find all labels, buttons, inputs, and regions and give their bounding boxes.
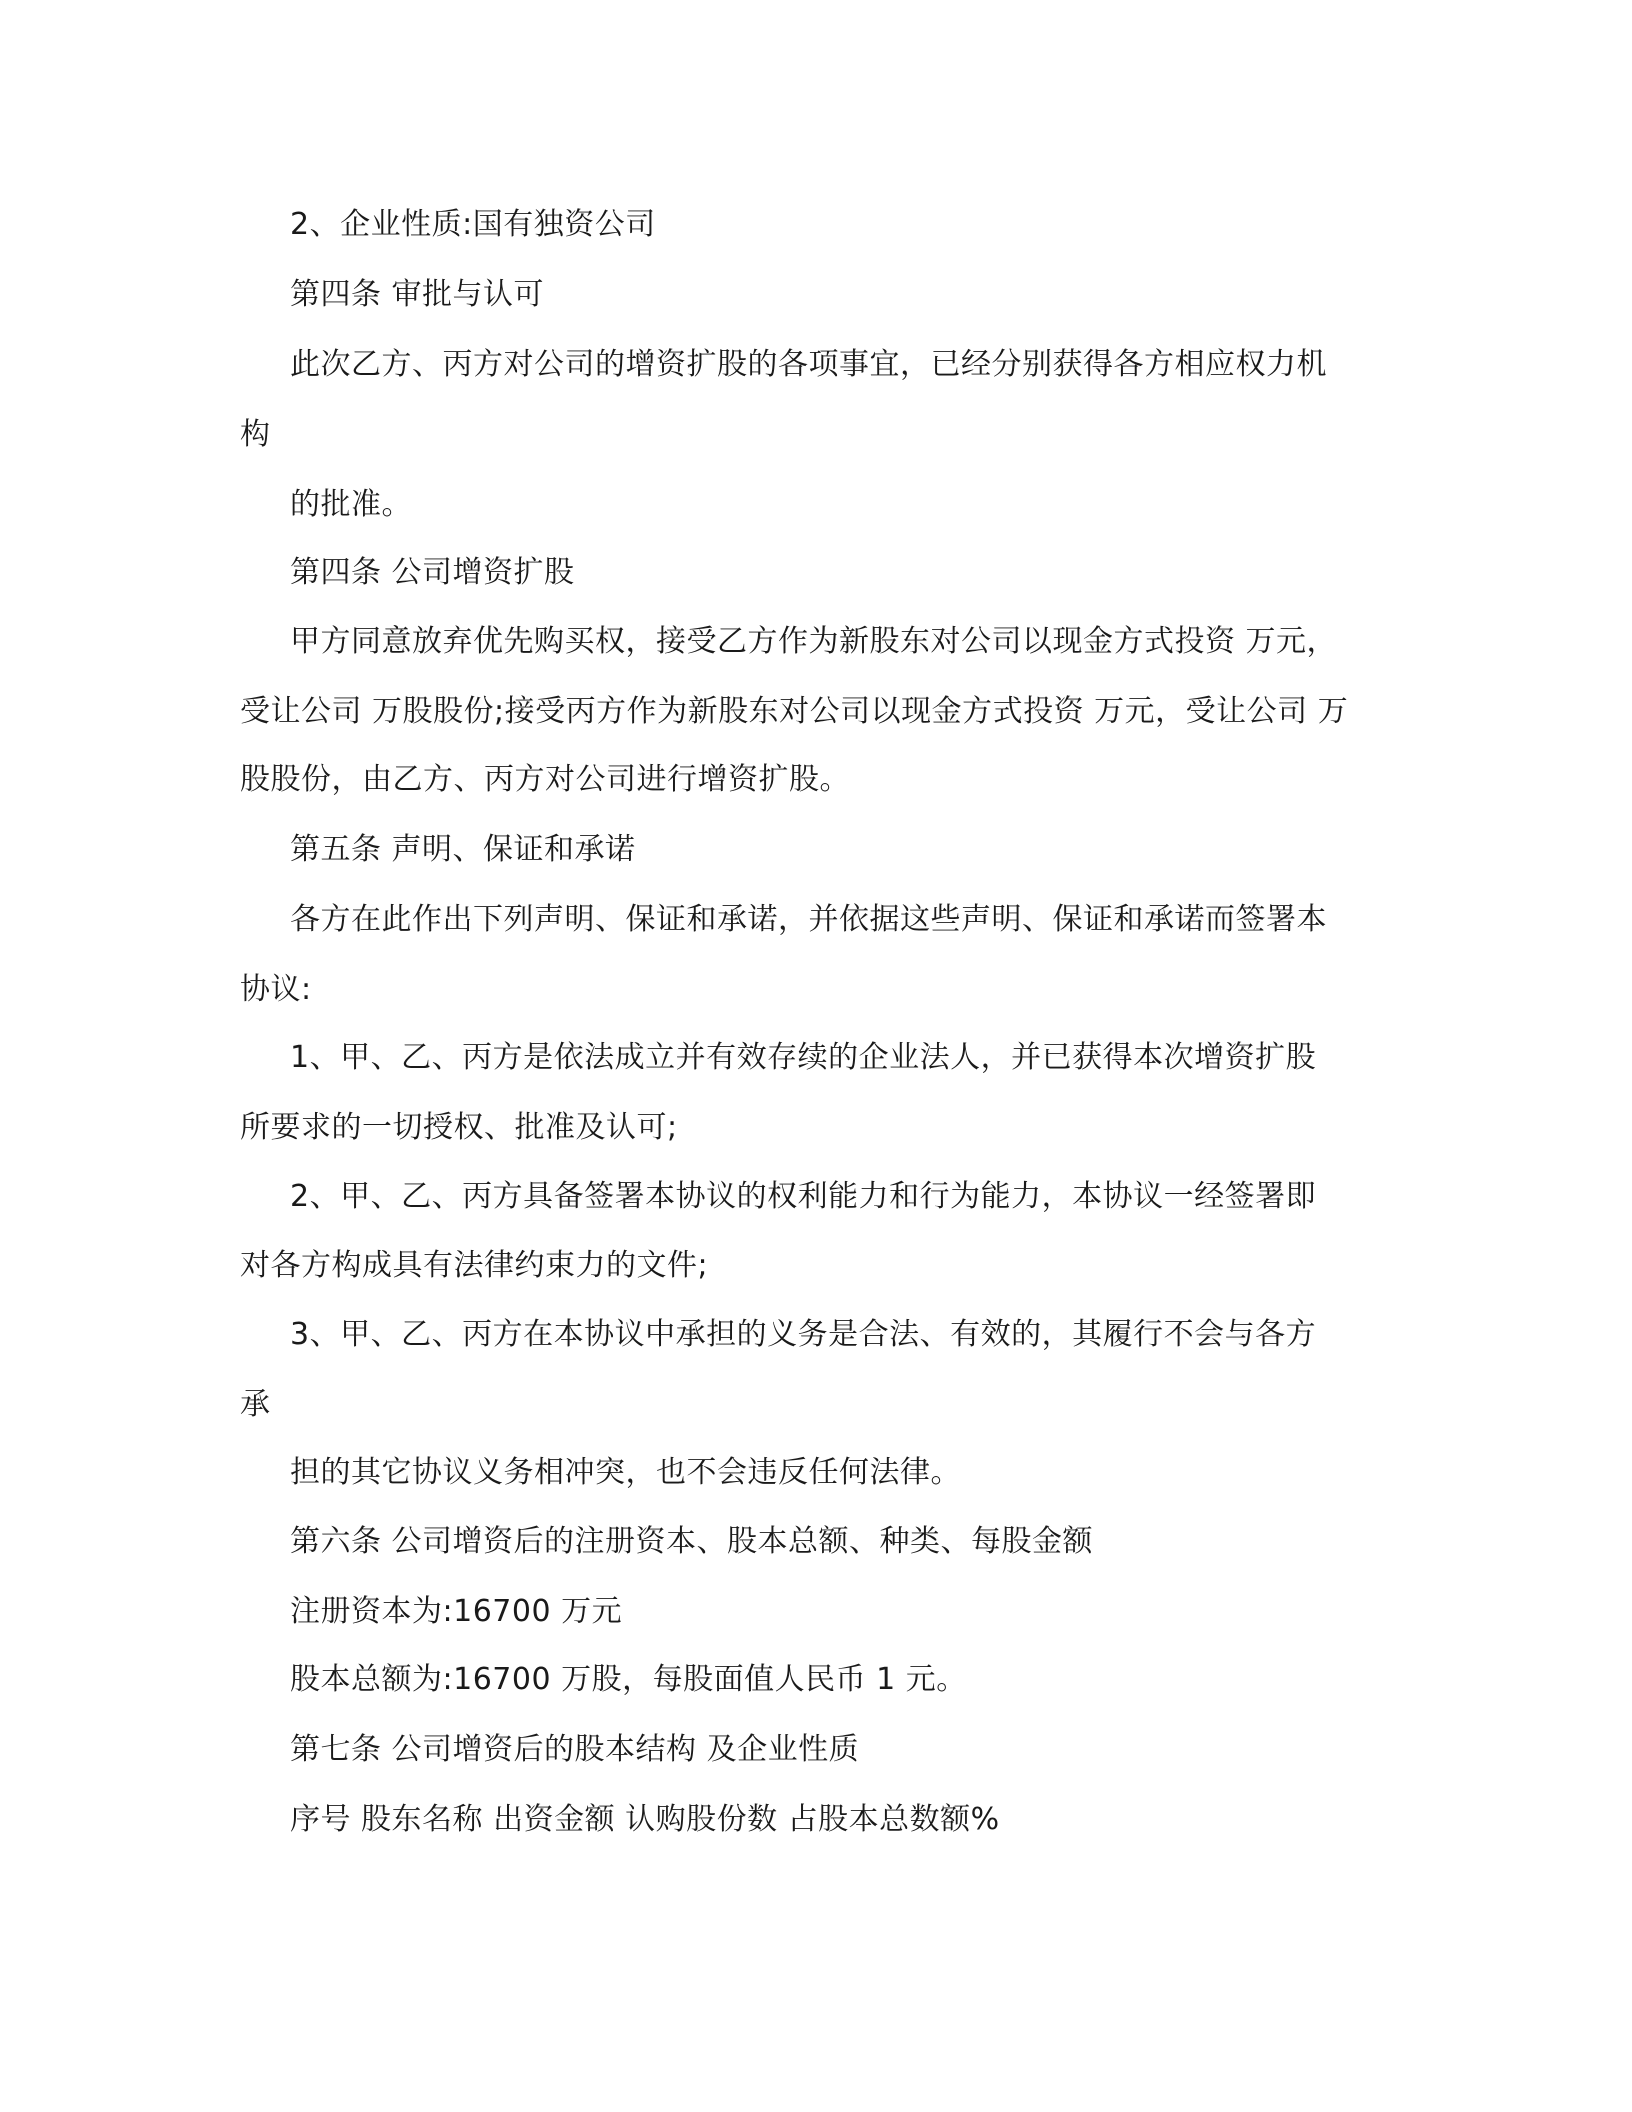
list-item-line: 3、甲、乙、丙方在本协议中承担的义务是合法、有效的，其履行不会与各方: [290, 1317, 1317, 1352]
total-shares-line: 股本总额为:16700 万股，每股面值人民币 1 元。: [290, 1662, 967, 1697]
article-4-capital-increase-heading: 第四条 公司增资扩股: [290, 555, 575, 590]
paragraph-line: 股股份，由乙方、丙方对公司进行增资扩股。: [240, 762, 850, 797]
paragraph-line: 各方在此作出下列声明、保证和承诺，并依据这些声明、保证和承诺而签署本: [290, 902, 1327, 937]
article-7-heading: 第七条 公司增资后的股本结构 及企业性质: [290, 1732, 860, 1767]
paragraph-line: 受让公司 万股股份;接受丙方作为新股东对公司以现金方式投资 万元，受让公司 万: [240, 694, 1349, 729]
list-item-line: 对各方构成具有法律约束力的文件;: [240, 1248, 709, 1283]
article-6-heading: 第六条 公司增资后的注册资本、股本总额、种类、每股金额: [290, 1524, 1094, 1559]
enterprise-nature-line: 2、企业性质:国有独资公司: [290, 207, 656, 242]
article-4-approval-heading: 第四条 审批与认可: [290, 277, 545, 312]
paragraph-line: 的批准。: [290, 487, 412, 522]
article-5-heading: 第五条 声明、保证和承诺: [290, 832, 636, 867]
paragraph-line: 此次乙方、丙方对公司的增资扩股的各项事宜，已经分别获得各方相应权力机: [290, 347, 1327, 382]
list-item-line: 2、甲、乙、丙方具备签署本协议的权利能力和行为能力，本协议一经签署即: [290, 1179, 1317, 1214]
list-item-line: 承: [240, 1387, 271, 1422]
list-item-line: 担的其它协议义务相冲突，也不会违反任何法律。: [290, 1455, 961, 1490]
list-item-line: 所要求的一切授权、批准及认可;: [240, 1110, 678, 1145]
paragraph-line: 构: [240, 417, 271, 452]
list-item-line: 1、甲、乙、丙方是依法成立并有效存续的企业法人，并已获得本次增资扩股: [290, 1040, 1317, 1075]
registered-capital-line: 注册资本为:16700 万元: [290, 1594, 623, 1629]
paragraph-line: 甲方同意放弃优先购买权，接受乙方作为新股东对公司以现金方式投资 万元，: [290, 624, 1338, 659]
shareholder-table-header-line: 序号 股东名称 出资金额 认购股份数 占股本总数额%: [290, 1802, 1000, 1837]
paragraph-line: 协议:: [240, 972, 312, 1007]
